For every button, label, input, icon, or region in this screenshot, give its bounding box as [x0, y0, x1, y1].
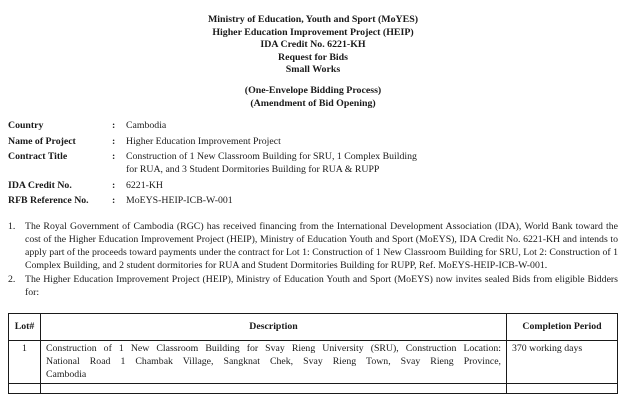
- table-header-lot: Lot#: [9, 314, 41, 341]
- field-row-project-name: [8, 135, 618, 148]
- field-value: [126, 150, 618, 176]
- field-colon: :: [112, 120, 116, 132]
- paragraph-number: 2.: [8, 274, 16, 286]
- description-line: National Road 1 Chambak Village, Sangknat Chek, Svay Rieng Town, Svay Rieng Province,: [46, 356, 501, 368]
- field-colon: :: [112, 135, 116, 147]
- document-subheader: [8, 85, 618, 110]
- header-line-project: Higher Education Improvement Project (HEIP): [212, 26, 414, 38]
- lot-number-cell: 1: [9, 341, 41, 384]
- field-label: Contract Title: [8, 151, 68, 163]
- header-line-works: Small Works: [285, 64, 341, 76]
- header-line-rfb: Request for Bids: [277, 51, 349, 63]
- body-paragraphs: [8, 220, 618, 299]
- field-label: Name of Project: [8, 135, 76, 147]
- field-value: Cambodia: [126, 120, 167, 132]
- subheader-line-process: (One-Envelope Bidding Process): [244, 84, 382, 96]
- field-value-line: for RUA, and 3 Student Dormitories Building for RUA & RUPP: [126, 164, 380, 176]
- field-value: MoEYS-HEIP-ICB-W-001: [126, 195, 233, 207]
- field-row-contract-title: [8, 150, 618, 176]
- table-header-row: [9, 314, 618, 341]
- description-cell: [41, 384, 507, 394]
- field-label: RFB Reference No.: [8, 195, 89, 207]
- field-label: Country: [8, 120, 44, 132]
- paragraph-2: [8, 273, 618, 299]
- completion-period-cell: [507, 384, 618, 394]
- description-line: Construction of 1 New Classroom Building for Svay Rieng University (SRU), Construction Location:: [46, 343, 501, 355]
- document-header: [8, 14, 618, 110]
- field-label: IDA Credit No.: [8, 179, 72, 191]
- paragraph-1: [8, 220, 618, 272]
- paragraph-text: The Higher Education Improvement Project (HEIP), Ministry of Education Youth and Sport (MoEYS) now invites sealed Bids from eligible Bidders for:: [25, 274, 618, 299]
- field-value: 6221-KH: [126, 179, 164, 191]
- field-row-rfb-reference: [8, 194, 618, 207]
- table-row-lot-1: [9, 341, 618, 384]
- header-line-ministry: Ministry of Education, Youth and Sport (MoYES): [207, 14, 419, 25]
- paragraph-text: The Royal Government of Cambodia (RGC) has received financing from the International Development Association (IDA), World Bank toward the cost of the Higher Education Improvement Project (HEIP), Ministry of Education Youth and Sport (MoEYS), IDA Credit No. 6221-KH and intends to apply part of the proceeds toward payments under the contract for Lot 1: Construction of 1 New Classroom Building for SRU, Lot 2: Construction of 1 Complex Building, and 2 student dormitories for RUA and Student Dormitories Building for RUPP, Ref. MoEYS-HEIP-ICB-W-001.: [25, 221, 618, 272]
- field-value-line: Construction of 1 New Classroom Building for SRU, 1 Complex Building: [126, 151, 417, 163]
- table-header-completion: Completion Period: [507, 314, 618, 341]
- completion-period-cell: 370 working days: [507, 341, 618, 384]
- field-row-country: [8, 119, 618, 132]
- description-line: Cambodia: [46, 369, 87, 381]
- paragraph-number: 1.: [8, 221, 16, 233]
- field-colon: :: [112, 151, 116, 163]
- lot-number-cell: [9, 384, 41, 394]
- table-header-description: Description: [41, 314, 507, 341]
- header-line-credit: IDA Credit No. 6221-KH: [260, 39, 366, 51]
- field-row-ida-credit: [8, 179, 618, 192]
- bids-table: [8, 313, 618, 394]
- description-cell: [41, 341, 507, 384]
- subheader-line-amendment: (Amendment of Bid Opening): [250, 97, 376, 109]
- field-value: Higher Education Improvement Project: [126, 135, 281, 147]
- table-row-partial: [9, 384, 618, 394]
- field-colon: :: [112, 195, 116, 207]
- field-colon: :: [112, 179, 116, 191]
- summary-fields: [8, 119, 618, 207]
